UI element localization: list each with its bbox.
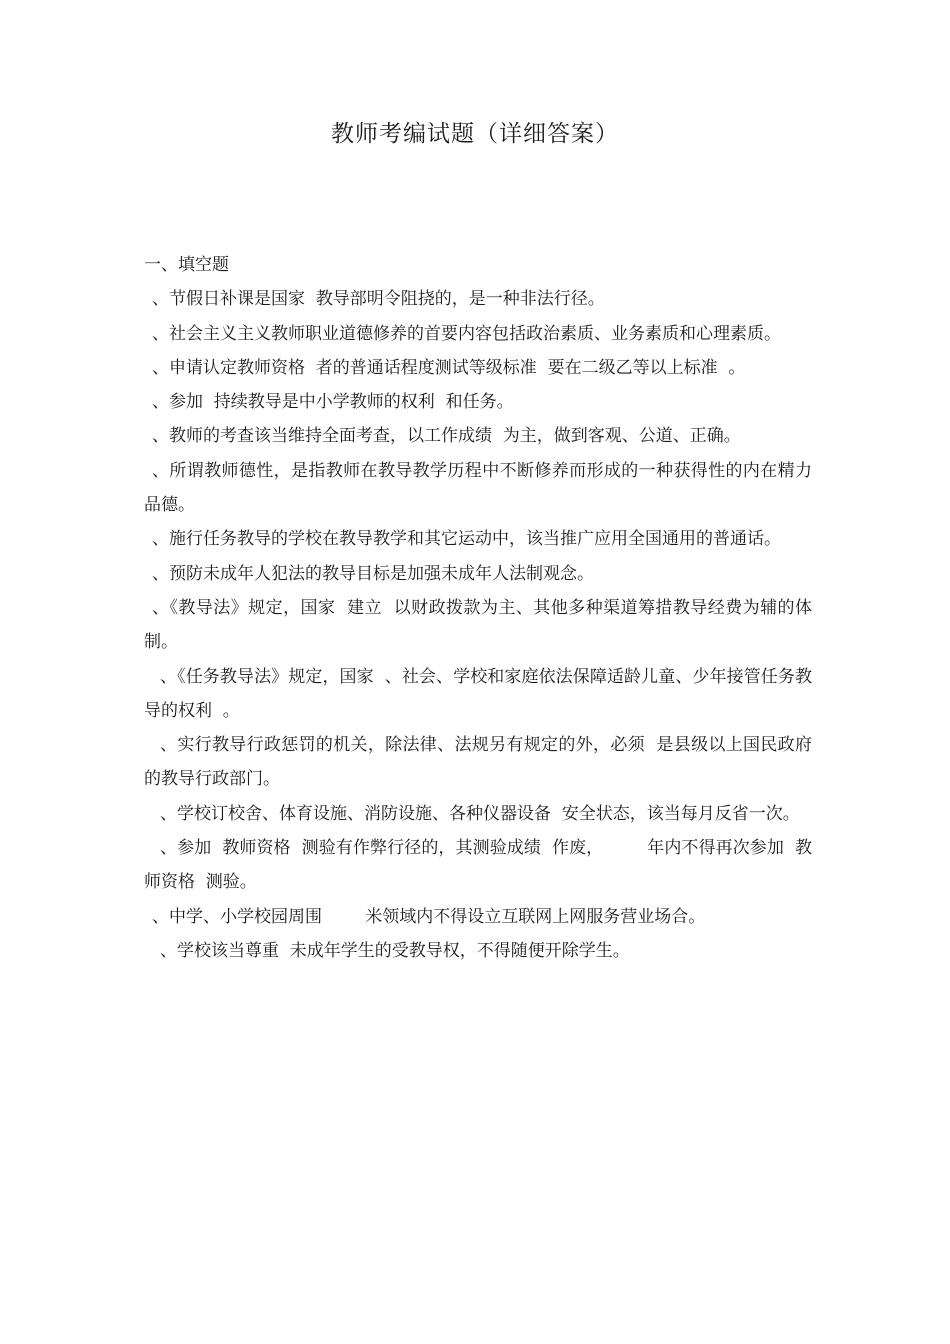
list-item: 、预防未成年人犯法的教导目标是加强未成年人法制观念。 [152, 563, 594, 584]
list-item: 、施行任务教导的学校在教导教学和其它运动中，该当推广应用全国通用的普通话。 [152, 529, 781, 550]
list-item: 、《任务教导法》规定，国家 、社会、学校和家庭依法保障适龄儿童、少年接管任务教导的权利 。 [144, 666, 812, 721]
list-item: 、所谓教师德性，是指教师在教导教学历程中不断修养而形成的一种获得性的内在精力品德。 [144, 460, 812, 516]
document-title: 教师考编试题（详细答案） [331, 121, 619, 147]
list-item: 、《教导法》规定，国家 建立 以财政拨款为主、其他多种渠道筹措教导经费为辅的体制。 [144, 597, 812, 653]
list-item: 、教师的考查该当维持全面考查，以工作成绩 为主，做到客观、公道、正确。 [152, 426, 741, 447]
document-body [144, 248, 812, 968]
list-item: 、学校订校舍、体育设施、消防设施、各种仪器设备 安全状态，该当每月反省一次。 [160, 803, 800, 824]
section-heading: 一、填空题 [144, 255, 229, 275]
list-item: 、参加 教师资格 测验有作弊行径的，其测验成绩 作废， 年内不得再次参加 教师资格 测验。 [144, 838, 812, 893]
list-item: 、中学、小学校园周围 米领域内不得设立互联网上网服务营业场合。 [152, 906, 706, 927]
list-item: 、社会主义主义教师职业道德修养的首要内容包括政治素质、业务素质和心理素质。 [152, 323, 781, 344]
list-item: 、参加 持续教导是中小学教师的权利 和任务。 [152, 392, 514, 413]
list-item: 、学校该当尊重 未成年学生的受教导权，不得随便开除学生。 [160, 940, 630, 961]
list-item: 、节假日补课是国家 教导部明令阻挠的，是一种非法行径。 [152, 289, 605, 310]
list-item: 、实行教导行政惩罚的机关，除法律、法规另有规定的外，必须 是县级以上国民政府的教导行政部门。 [144, 735, 812, 790]
list-item: 、申请认定教师资格 者的普通话程度测试等级标准 要在二级乙等以上标准 。 [152, 357, 746, 378]
